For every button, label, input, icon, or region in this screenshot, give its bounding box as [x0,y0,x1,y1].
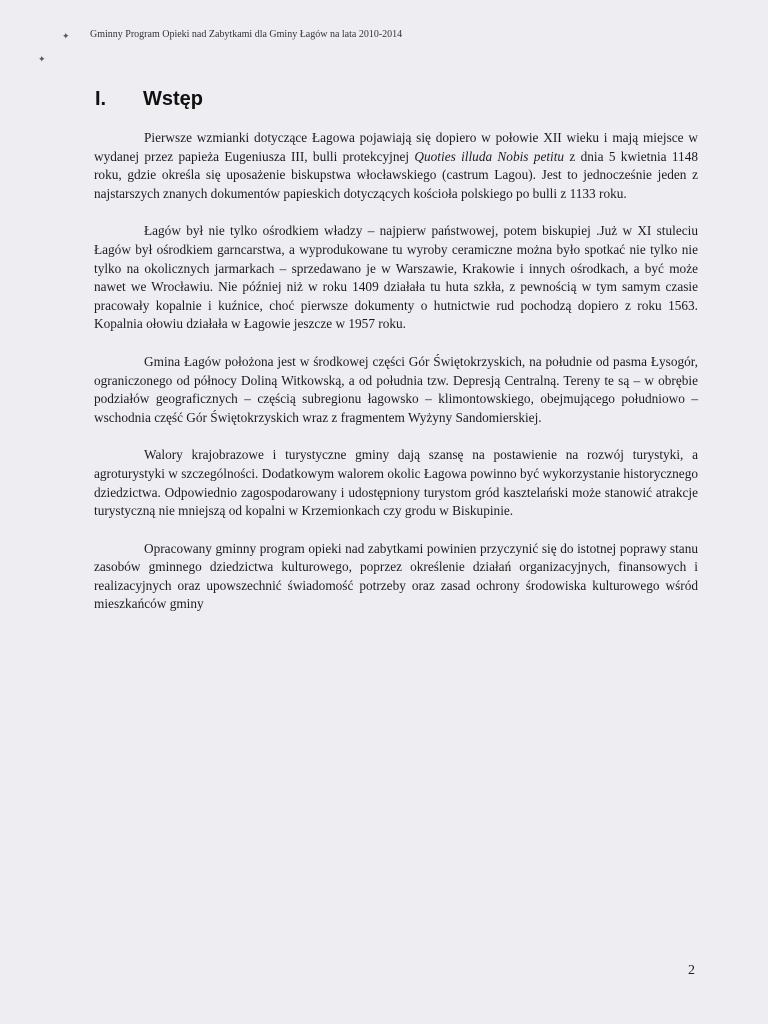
paragraph: Walory krajobrazowe i turystyczne gminy dają szansę na postawienie na rozwój turystyki, a agroturystyki w szczególności. Dodatkowym walorem okolic Łagowa powinno być wykorzystanie historycznego dziedzictwa. Odpowiednio zagospodarowany i udostępniony turystom gród kasztelański może stanowić atrakcje turystyczną nie mniejszą od kopalni w Krzemionkach czy grodu w Biskupinie. [94,447,698,519]
paragraph-text: z dnia 5 kwietnia 1148 roku, gdzie określa się uposażenie biskupstwa włocławskiego (castrum Lagou). Jest to jednocześnie jeden z najstarszych znanych dokumentów papieskich dotyczących kościoła polskiego po bulli z 1133 roku. [94,148,699,201]
scan-mark: ✦ [62,31,70,41]
body-text [94,129,698,633]
scan-mark: ✦ [38,54,46,64]
paragraph: Gmina Łagów położona jest w środkowej części Gór Świętokrzyskich, na południe od pasma Łysogór, ograniczonego od północy Doliną Witkowską, a od południa tzw. Depresją Centralną. Tereny te są – w obrębie podziałów geograficznych – częścią subregionu łagowsko – klimontowskiego, obejmującego południowo – wschodnia część Gór Świętokrzyskich wraz z fragmentem Wyżyny Sandomierskiej. [94,353,698,425]
section-number: I. [95,88,107,110]
section-heading [95,88,203,111]
paragraph: Opracowany gminny program opieki nad zabytkami powinien przyczynić się do istotnej poprawy stanu zasobów gminnego dziedzictwa kulturowego, poprzez określenie działań organizacyjnych, finansowych i realizacyjnych oraz upowszechnić świadomość potrzeby oraz zasad ochrony środowiska kulturowego wśród mieszkańców gminy [94,540,698,612]
section-title: Wstęp [143,88,203,110]
paragraph: Łagów był nie tylko ośrodkiem władzy – najpierw państwowej, potem biskupiej .Już w XI stuleciu Łagów był ośrodkiem garncarstwa, a wyprodukowane tu wyroby ceramiczne można było spotkać nie tylko nie tylko na okolicznych jarmarkach – sprzedawano je w Warszawie, Krakowie i innych ośrodkach, a być może nawet we Wrocławiu. Nie później niż w roku 1409 działała tu huta szkła, z pewnością w tym samym czasie pracowały kopalnie i kuźnice, choć pierwsze dokumenty o hutnictwie rud pochodzą dopiero z roku 1563. Kopalnia ołowiu działała w Łagowie jeszcze w 1957 roku. [94,223,698,332]
paragraph-text: Pierwsze wzmianki dotyczące Łagowa pojawiają się dopiero w połowie XII wieku i mają miejsce w wydanej przez papieża Eugeniusza III, bulli protekcyjnej [94,130,698,164]
italic-title: Quoties illuda Nobis petitu [414,148,565,164]
page-number: 2 [688,963,695,978]
paragraph [94,129,698,203]
running-header: Gminny Program Opieki nad Zabytkami dla Gminy Łagów na lata 2010-2014 [90,29,403,40]
